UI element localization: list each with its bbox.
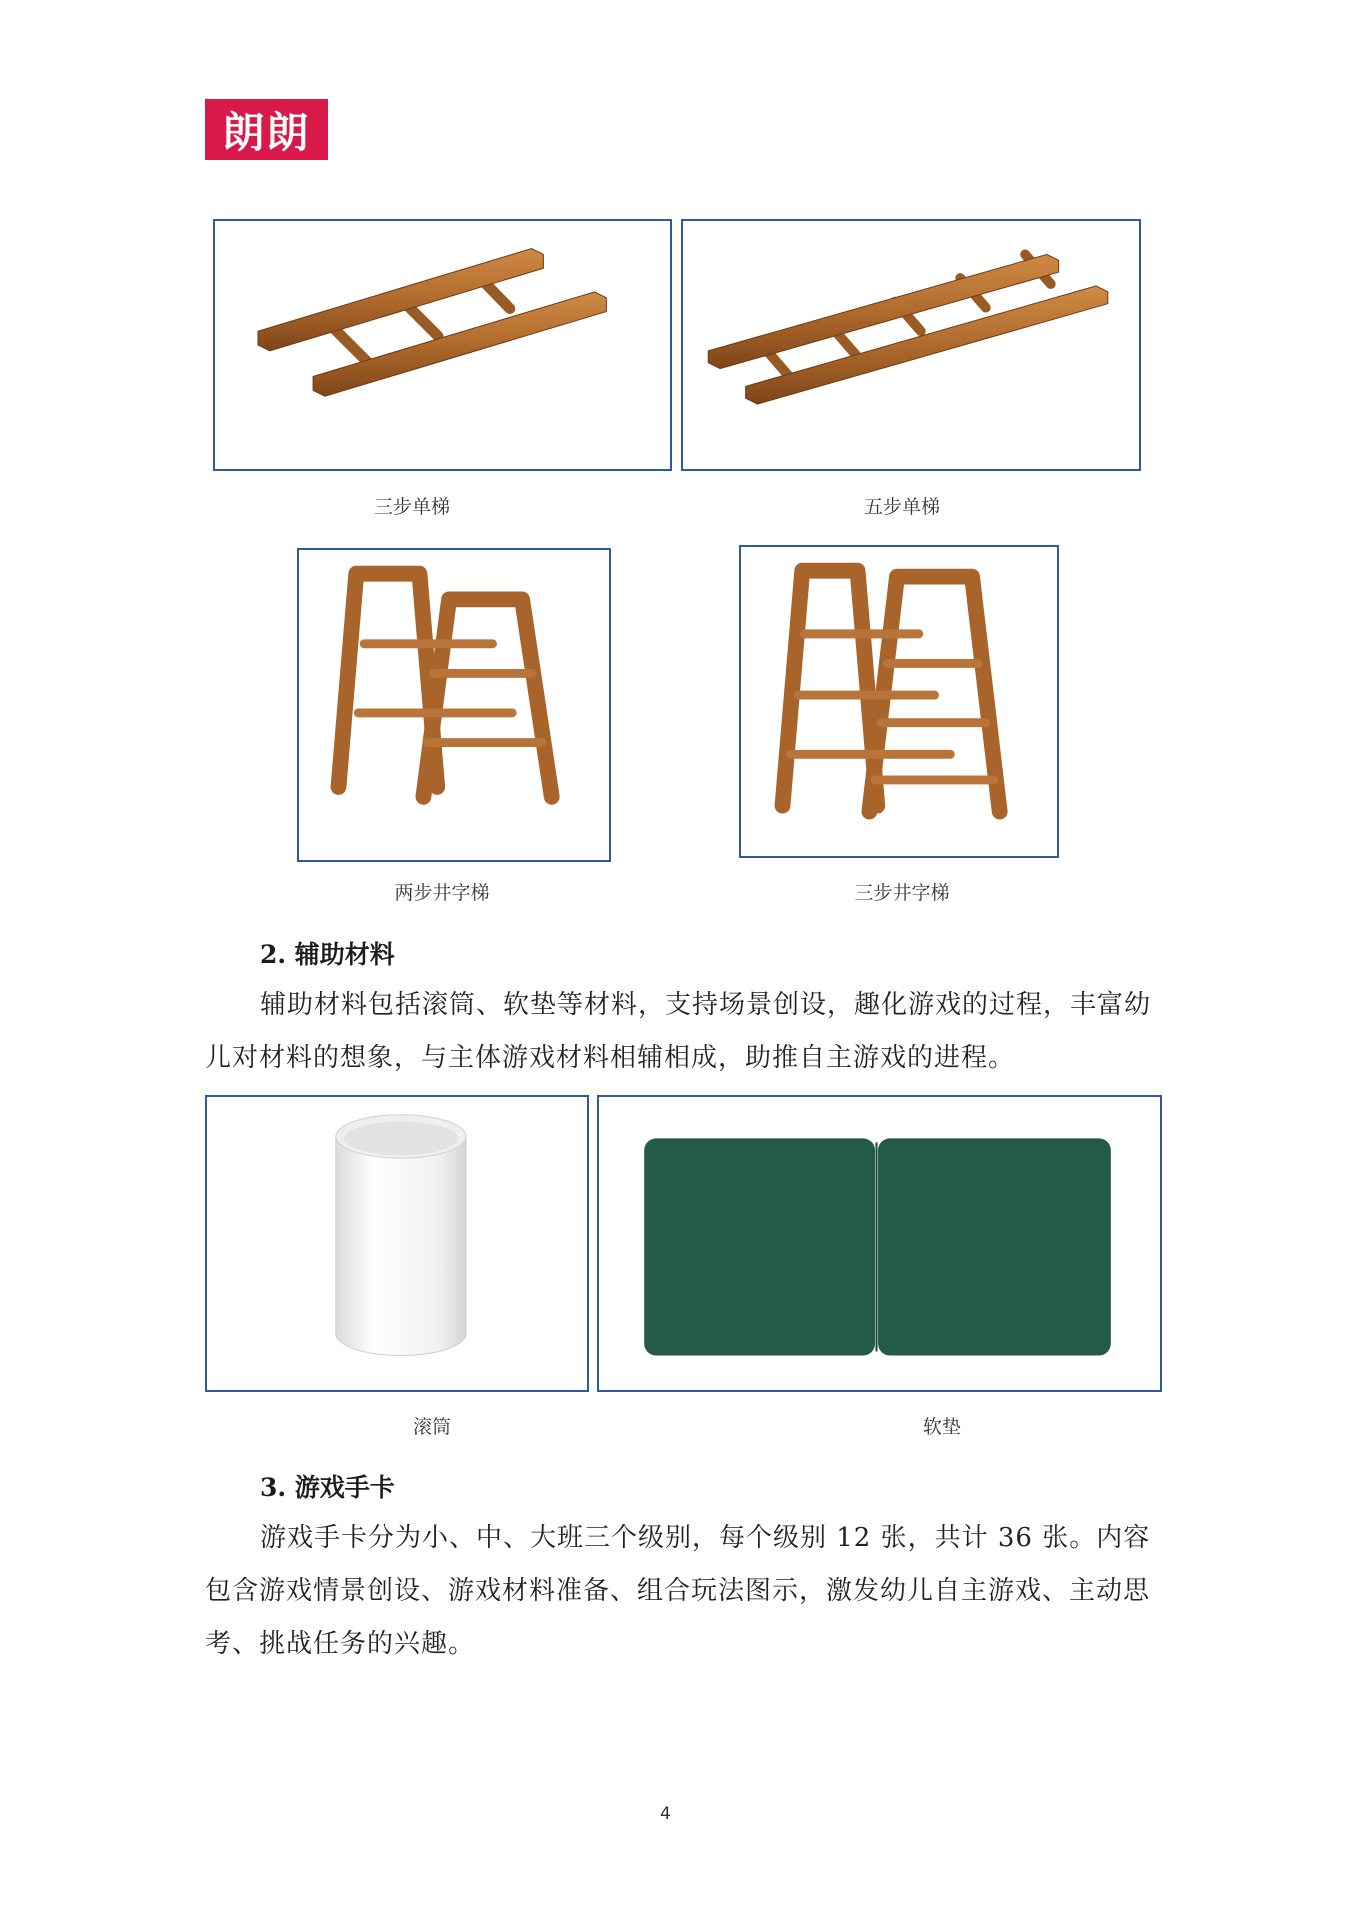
figure-two-step-a-frame-ladder bbox=[297, 548, 611, 862]
caption-soft-mat: 软垫 bbox=[922, 1416, 961, 1438]
figure-roller bbox=[205, 1095, 589, 1392]
ladder-flat-5-rungs-icon bbox=[683, 221, 1139, 469]
figure-three-step-ladder bbox=[213, 219, 672, 471]
a-frame-ladder-3-steps-icon bbox=[741, 547, 1057, 856]
caption-three-step-a-frame-ladder: 三步井字梯 bbox=[854, 882, 950, 904]
a-frame-ladder-2-steps-icon bbox=[299, 550, 609, 860]
page-number: 4 bbox=[660, 1804, 671, 1824]
caption-three-step-ladder: 三步单梯 bbox=[373, 496, 450, 518]
caption-two-step-a-frame-ladder: 两步井字梯 bbox=[394, 882, 490, 904]
section-3-paragraph: 游戏手卡分为小、中、大班三个级别，每个级别 12 张，共计 36 张。内容包含游戏情景创设、游戏材料准备、组合玩法图示，激发幼儿自主游戏、主动思考、挑战任务的兴趣。 bbox=[205, 1523, 1151, 1659]
figure-three-step-a-frame-ladder bbox=[739, 545, 1059, 858]
section-2-paragraph: 辅助材料包括滚筒、软垫等材料，支持场景创设，趣化游戏的过程，丰富幼儿对材料的想象，与主体游戏材料相辅相成，助推自主游戏的进程。 bbox=[205, 990, 1152, 1073]
section-2-heading: 2. 辅助材料 bbox=[260, 940, 395, 969]
brand-logo: 朗朗 bbox=[205, 99, 328, 160]
caption-roller: 滚筒 bbox=[412, 1416, 451, 1438]
section-3-heading: 3. 游戏手卡 bbox=[260, 1473, 395, 1502]
caption-five-step-ladder: 五步单梯 bbox=[863, 496, 940, 518]
figure-five-step-ladder bbox=[681, 219, 1141, 471]
soft-mat-icon bbox=[599, 1097, 1160, 1390]
figure-soft-mat bbox=[597, 1095, 1162, 1392]
ladder-flat-3-rungs-icon bbox=[215, 221, 670, 469]
roller-cylinder-icon bbox=[207, 1097, 587, 1390]
